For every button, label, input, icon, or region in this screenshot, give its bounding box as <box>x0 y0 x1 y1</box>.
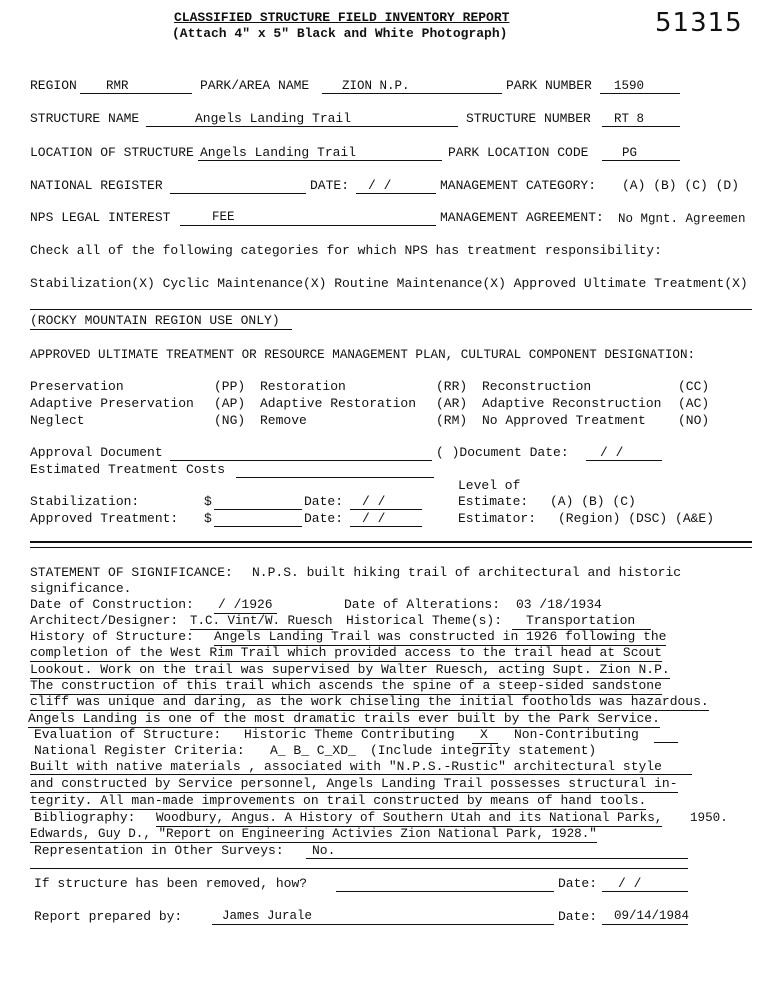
date-blank: / / <box>368 178 392 193</box>
management-agreement-label: MANAGEMENT AGREEMENT: <box>440 210 604 225</box>
park-location-code-label: PARK LOCATION CODE <box>448 145 589 160</box>
historic-theme-contributing: Historic Theme Contributing <box>244 727 455 742</box>
estimator-label: Estimator: <box>458 511 537 526</box>
treatment-code: (RM) <box>436 413 468 428</box>
management-category-options: (A) (B) (C) (D) <box>622 178 740 193</box>
location-label: LOCATION OF STRUCTURE <box>30 145 194 160</box>
park-area-label: PARK/AREA NAME <box>200 78 310 93</box>
prepared-value: James Jurale <box>222 909 313 923</box>
removed-date-blank: / / <box>618 876 642 891</box>
theme-value: Transportation <box>512 613 651 630</box>
history-label: History of Structure: <box>30 629 194 644</box>
treatment-code: (RR) <box>436 379 468 394</box>
treatment-code: (AR) <box>436 396 468 411</box>
statement-line2: significance. <box>30 581 132 596</box>
region-label: REGION <box>30 78 77 93</box>
approved-dollar: $ <box>204 511 212 526</box>
management-category-label: MANAGEMENT CATEGORY: <box>440 178 597 193</box>
stabilization-date-label: Date: <box>304 494 344 509</box>
history-line: Angels Landing is one of the most dramatic trails ever built by the Park Service. <box>28 711 660 726</box>
categories-options: Stabilization(X) Cyclic Maintenance(X) Routine Maintenance(X) Approved Ultimate Treatment(X) <box>30 276 748 291</box>
location-value: Angels Landing Trail <box>200 145 357 160</box>
integrity-line: and constructed by Service personnel, Angels Landing Trail possesses structural in- <box>30 776 678 791</box>
structure-number-label: STRUCTURE NUMBER <box>466 111 591 126</box>
treatment-remove: Remove <box>260 413 307 428</box>
stabilization-date-blank: / / <box>362 494 386 509</box>
treatment-restoration: Restoration <box>260 379 346 394</box>
nrc-value: A_ B_ C_XD_ <box>270 743 356 758</box>
management-agreement-value: No Mgnt. Agreemen <box>618 212 746 226</box>
evaluation-label: Evaluation of Structure: <box>34 727 222 742</box>
history-line: The construction of this trail which ascends the spine of a steep-sided sandstone <box>30 678 662 693</box>
representation-value: No. <box>312 843 336 858</box>
treatment-code: (AC) <box>678 396 710 411</box>
bibliography-label: Bibliography: <box>34 810 136 825</box>
construction-value: / /1926 <box>214 597 277 614</box>
removed-label: If structure has been removed, how? <box>34 876 308 891</box>
prepared-label: Report prepared by: <box>34 909 183 924</box>
non-contributing: Non-Contributing <box>514 727 639 742</box>
park-number-value: 1590 <box>614 79 645 93</box>
structure-name-value: Angels Landing Trail <box>195 111 352 126</box>
treatment-code: (NG) <box>214 413 246 428</box>
categories-instruction: Check all of the following categories for which NPS has treatment responsibility: <box>30 243 662 258</box>
structure-number-value: RT 8 <box>614 112 645 126</box>
treatment-adaptive-preservation: Adaptive Preservation <box>30 396 194 411</box>
integrity-line: Built with native materials , associated with "N.P.S.-Rustic" architectural style <box>30 759 662 774</box>
estimate-label: Estimate: <box>458 494 529 509</box>
removed-date-label: Date: <box>558 876 598 891</box>
nrc-note: (Include integrity statement) <box>370 743 597 758</box>
representation-label: Representation in Other Surveys: <box>34 843 284 858</box>
prepared-date-label: Date: <box>558 909 598 924</box>
history-line: Lookout. Work on the trail was supervised by Walter Ruesch, acting Supt. Zion N.P. <box>30 662 670 677</box>
bibliography-line2: Edwards, Guy D., "Report on Engineering Activies Zion National Park, 1928." <box>30 827 597 841</box>
stabilization-label: Stabilization: <box>30 494 140 509</box>
nrc-label: National Register Criteria: <box>34 743 245 758</box>
document-date-label: ( )Document Date: <box>436 445 569 460</box>
theme-label: Historical Theme(s): <box>346 613 503 628</box>
approved-date-blank: / / <box>362 511 386 526</box>
date-label: DATE: <box>310 178 350 193</box>
treatment-code: (PP) <box>214 379 246 394</box>
structure-name-label: STRUCTURE NAME <box>30 111 140 126</box>
estimated-costs-label: Estimated Treatment Costs <box>30 462 226 477</box>
history-line: cliff was unique and daring, as the work chiseling the initial footholds was hazardous. <box>30 694 709 709</box>
statement-line1: N.P.S. built hiking trail of architectural and historic <box>252 565 682 580</box>
rmr-heading: (ROCKY MOUNTAIN REGION USE ONLY) <box>30 313 280 328</box>
architect-label: Architect/Designer: <box>30 613 179 628</box>
park-number-label: PARK NUMBER <box>506 78 592 93</box>
contributing-value: X <box>472 727 498 744</box>
treatment-heading: APPROVED ULTIMATE TREATMENT OR RESOURCE MANAGEMENT PLAN, CULTURAL COMPONENT DESIGNATION: <box>30 348 696 362</box>
treatment-neglect: Neglect <box>30 413 85 428</box>
approval-document-label: Approval Document <box>30 445 163 460</box>
treatment-adaptive-restoration: Adaptive Restoration <box>260 396 417 411</box>
treatment-code: (AP) <box>214 396 246 411</box>
treatment-code: (NO) <box>678 413 710 428</box>
national-register-label: NATIONAL REGISTER <box>30 178 163 193</box>
treatment-reconstruction: Reconstruction <box>482 379 592 394</box>
bibliography-line1: Woodbury, Angus. A History of Southern Utah and its National Parks, <box>156 811 663 825</box>
park-area-value: ZION N.P. <box>342 79 410 93</box>
alterations-label: Date of Alterations: <box>344 597 501 612</box>
history-line: Angels Landing Trail was constructed in 1926 following the <box>214 629 667 644</box>
report-title: CLASSIFIED STRUCTURE FIELD INVENTORY REPORT <box>174 10 510 25</box>
document-date-blank: / / <box>600 445 624 460</box>
region-value: RMR <box>106 79 129 93</box>
statement-label: STATEMENT OF SIGNIFICANCE: <box>30 565 233 580</box>
estimator-options: (Region) (DSC) (A&E) <box>558 511 715 526</box>
park-location-code-value: PG <box>622 146 638 160</box>
architect-value: T.C. Vint/W. Ruesch <box>190 614 333 628</box>
history-line: completion of the West Rim Trail which provided access to the trail head at Scout <box>30 645 662 660</box>
treatment-preservation: Preservation <box>30 379 124 394</box>
nps-legal-interest-label: NPS LEGAL INTEREST <box>30 210 171 225</box>
treatment-adaptive-reconstruction: Adaptive Reconstruction <box>482 396 662 411</box>
construction-label: Date of Construction: <box>30 597 194 612</box>
approved-date-label: Date: <box>304 511 344 526</box>
approved-treatment-label: Approved Treatment: <box>30 511 179 526</box>
alterations-value: 03 /18/1934 <box>516 597 602 612</box>
bibliography-year: 1950. <box>690 811 728 825</box>
estimate-options: (A) (B) (C) <box>550 494 636 509</box>
nps-legal-interest-value: FEE <box>212 210 235 224</box>
level-of-label: Level of <box>458 478 521 493</box>
report-subtitle: (Attach 4" x 5" Black and White Photograph) <box>172 26 508 41</box>
treatment-code: (CC) <box>678 379 710 394</box>
prepared-date: 09/14/1984 <box>614 909 690 923</box>
integrity-line: tegrity. All man-made improvements on trail constructed by means of hand tools. <box>30 793 647 808</box>
handwritten-number: 51315 <box>655 8 743 38</box>
stabilization-dollar: $ <box>204 494 212 509</box>
treatment-no-approved: No Approved Treatment <box>482 413 646 428</box>
